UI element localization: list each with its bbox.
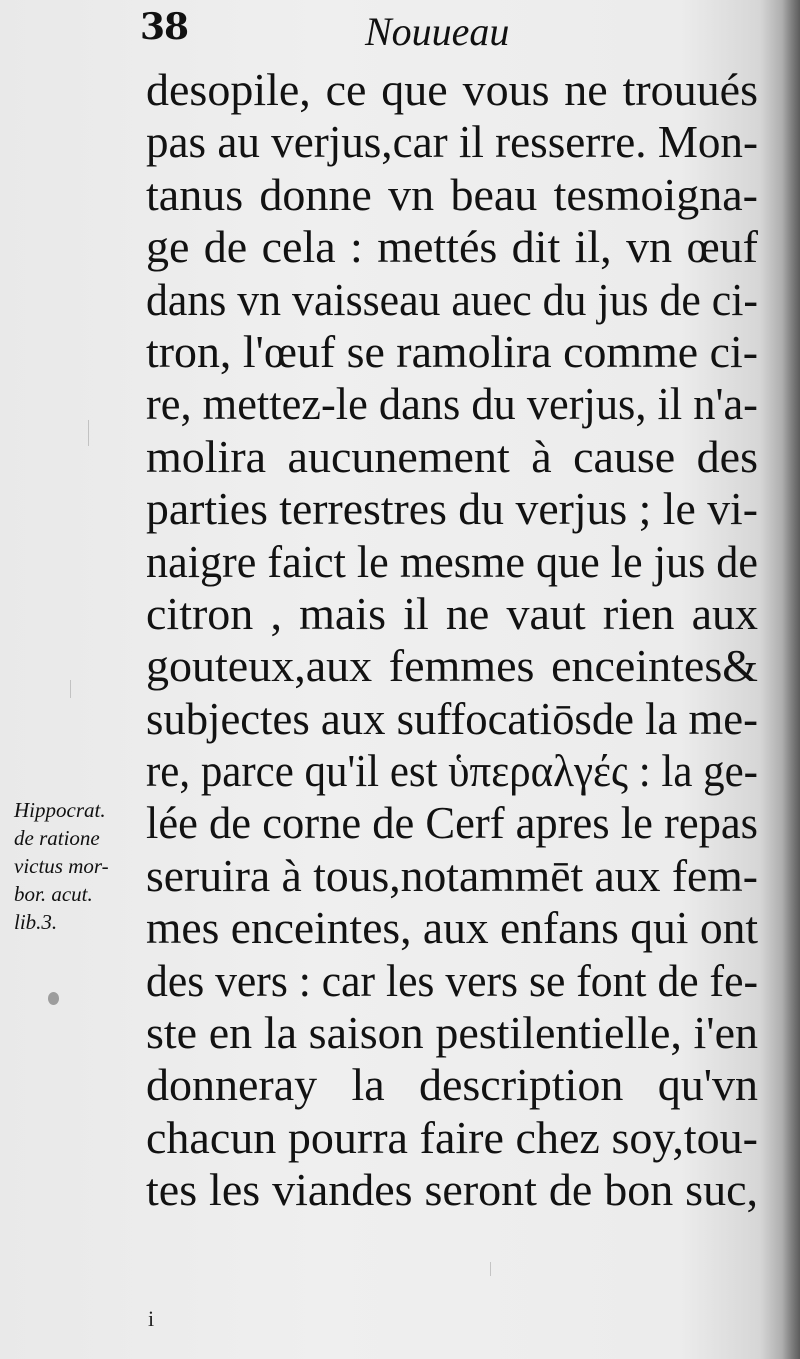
text-line: pas au verjus,car il resserre. Mon- bbox=[146, 116, 758, 168]
text-line: tes les viandes seront de bon suc, bbox=[146, 1164, 758, 1216]
text-line: dans vn vaisseau auec du jus de ci- bbox=[146, 273, 759, 325]
text-line: tanus donne vn beau tesmoigna- bbox=[146, 168, 758, 220]
citation-line: lib.3. bbox=[14, 910, 58, 934]
running-head: Nouueau bbox=[365, 9, 510, 54]
paper-speck bbox=[70, 680, 71, 698]
page-edge-shadow bbox=[782, 0, 800, 1359]
text-line: mes enceintes, aux enfans qui ont bbox=[146, 902, 759, 954]
text-line: des vers : car les vers se font de fe- bbox=[146, 954, 758, 1006]
citation-line: bor. acut. bbox=[14, 882, 93, 906]
text-line: ge de cela : mettés dit il, vn œuf bbox=[146, 221, 758, 273]
ink-spot bbox=[48, 992, 59, 1005]
main-text-block bbox=[146, 64, 758, 1217]
text-line: tron, l'œuf se ramolira comme ci- bbox=[146, 325, 758, 377]
paper-speck bbox=[490, 1262, 491, 1276]
citation-line: Hippocrat. bbox=[14, 798, 106, 822]
text-line: gouteux,aux femmes enceintes& bbox=[146, 640, 758, 692]
text-line: chacun pourra faire chez soy,tou- bbox=[146, 1111, 758, 1163]
text-line: citron , mais il ne vaut rien aux bbox=[146, 587, 758, 639]
text-line: lée de corne de Cerf apres le repas bbox=[146, 797, 758, 849]
marginal-citation bbox=[14, 796, 152, 936]
citation-line: de ratione bbox=[14, 826, 100, 850]
text-line: ste en la saison pestilentielle, i'en bbox=[146, 1007, 758, 1059]
text-line: seruira à tous,notammēt aux fem- bbox=[146, 849, 758, 901]
paper-speck bbox=[88, 420, 89, 446]
text-line: re, mettez-le dans du verjus, il n'a- bbox=[146, 378, 758, 430]
page-header bbox=[140, 6, 760, 66]
text-line: re, parce qu'il est ὑπεραλγές : la ge- bbox=[146, 745, 758, 797]
text-line: desopile, ce que vous ne trouués bbox=[146, 64, 758, 115]
text-line: subjectes aux suffocatiōsde la me- bbox=[146, 692, 759, 744]
text-line: parties terrestres du verjus ; le vi- bbox=[146, 483, 758, 535]
text-line: molira aucunement à cause des bbox=[146, 430, 758, 482]
citation-line: victus mor- bbox=[14, 854, 109, 878]
text-line: naigre faict le mesme que le jus de bbox=[146, 535, 758, 587]
text-line: donneray la description qu'vn bbox=[146, 1059, 758, 1111]
signature-mark: i bbox=[148, 1306, 155, 1331]
page-number: 38 bbox=[140, 6, 189, 48]
